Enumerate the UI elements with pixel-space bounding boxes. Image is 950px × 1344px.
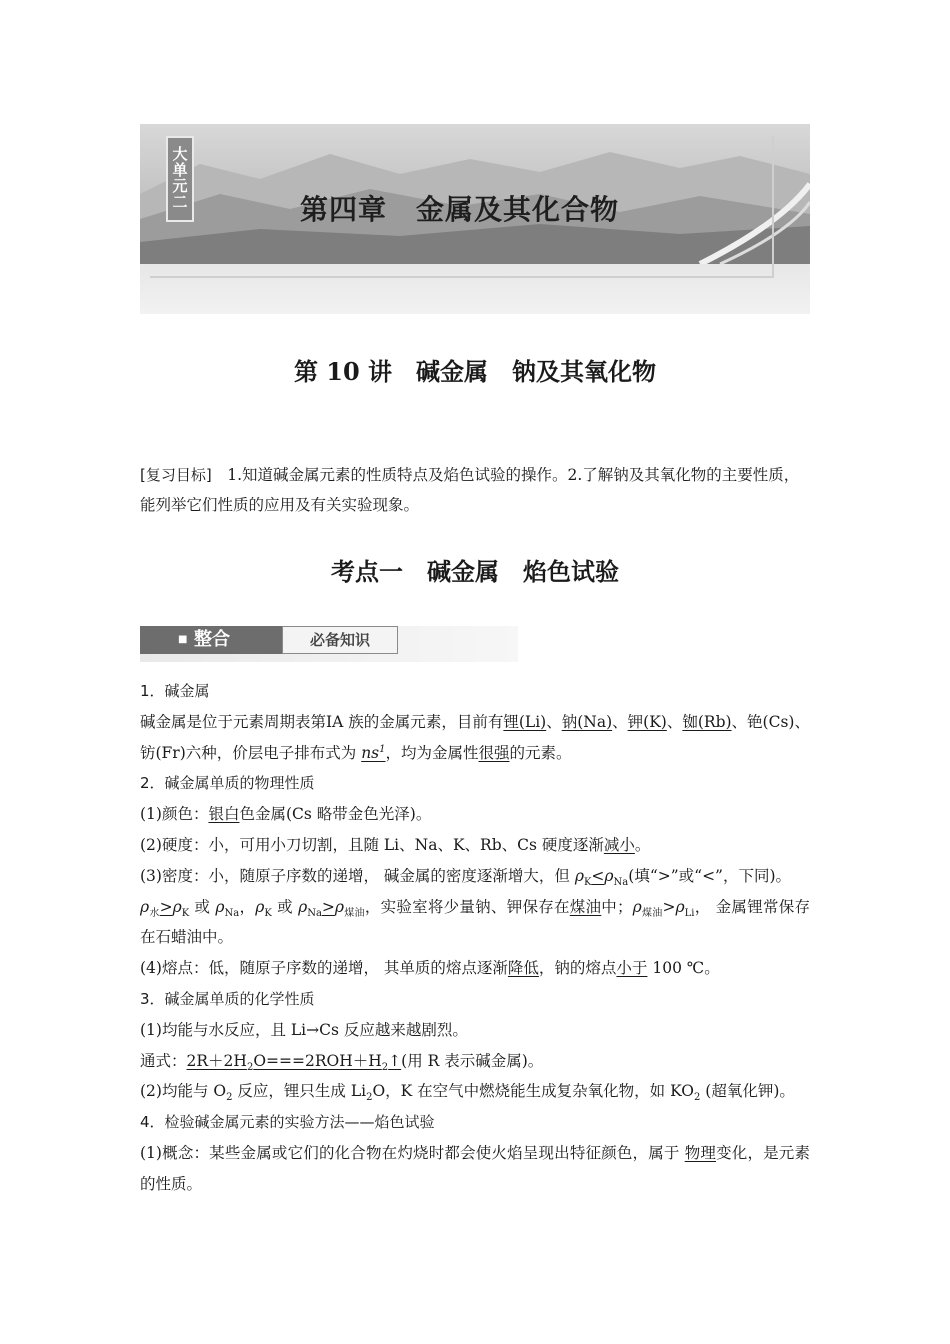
unit-tag-char: 元: [172, 177, 188, 195]
review-objectives: [140, 460, 810, 520]
lecture-title: 第 10 讲 碱金属 钠及其氧化物: [293, 357, 657, 386]
tab-essential-knowledge: 必备知识: [282, 626, 398, 654]
line-general-equation: 通式：$2R+2H_2O===2ROH+H_2↑$(用 R 表示碱金属)。: [140, 1051, 544, 1073]
unit-tag-char: 单: [172, 161, 188, 179]
objectives-text: 1.知道碱金属元素的性质特点及焰色试验的操作。2.了解钠及其氧化物的主要性质，能列举它们性质的应用及有关实验现象。: [140, 466, 800, 514]
main-content: [140, 676, 810, 1200]
section-tab-bar: [140, 626, 518, 662]
line-hardness: (2)硬度：小，可用小刀切割，且随 Li、Na、K、Rb、Cs 硬度逐渐减小。: [140, 835, 651, 854]
unit-tag-char: 二: [172, 193, 188, 211]
paragraph-alkali-definition: 碱金属是位于元素周期表第ⅠA 族的金属元素，目前有锂(Li)、钠(Na)、钾(K)、铷(Rb)、铯(Cs)、钫(Fr)六种，价层电子排布式为 $ns^1$，均为金属性很强的元素。: [140, 712, 810, 762]
chapter-title: 第四章 金属及其化合物: [300, 193, 620, 226]
section-title: 考点一 碱金属 焰色试验: [331, 557, 619, 586]
heading-chemical-properties: 3．碱金属单质的化学性质: [140, 989, 315, 1008]
tab-integrate: ■ 整合: [140, 626, 282, 654]
line-color: (1)颜色：银白色金属(Cs 略带金色光泽)。: [140, 805, 432, 824]
line-melting-point: (4)熔点：低，随原子序数的递增， 其单质的熔点逐渐降低，钠的熔点小于 100 ℃。: [140, 959, 720, 978]
heading-physical-properties: 2．碱金属单质的物理性质: [140, 774, 315, 793]
line-flame-concept: (1)概念：某些金属或它们的化合物在灼烧时都会使火焰呈现出特征颜色，属于 物理变化，是元素的性质。: [140, 1143, 810, 1193]
line-water-reaction: (1)均能与水反应，且 Li→Cs 反应越来越剧烈。: [140, 1020, 468, 1039]
unit-tag-char: 大: [172, 145, 188, 163]
unit-tag: [166, 136, 194, 222]
line-oxygen-reaction: (2)均能与 $O_2$ 反应，锂只生成 $Li_2O$，K 在空气中燃烧能生成复杂氧化物，如 $KO_2$ (超氧化钾)。: [140, 1082, 795, 1104]
heading-alkali-metals: 1．碱金属: [140, 682, 210, 700]
heading-flame-test: 4．检验碱金属元素的实验方法——焰色试验: [140, 1113, 435, 1132]
objectives-label: [复习目标]: [140, 466, 212, 484]
line-density-comparison: $\rho_水>\rho_K$ 或 $\rho_{Na}$，$\rho_K$ 或 $\rho_{Na}>\rho_{煤油}$，实验室将少量钠、钾保存在煤油中；$\rho_{煤油}>\rho_{Li}$， 金属锂常保存在石蜡油中。: [140, 897, 810, 947]
line-density: (3)密度：小，随原子序数的递增， 碱金属的密度逐渐增大，但 $\rho_K<\rho_{Na}$(填“>”或“<”，下同)。: [140, 866, 792, 888]
